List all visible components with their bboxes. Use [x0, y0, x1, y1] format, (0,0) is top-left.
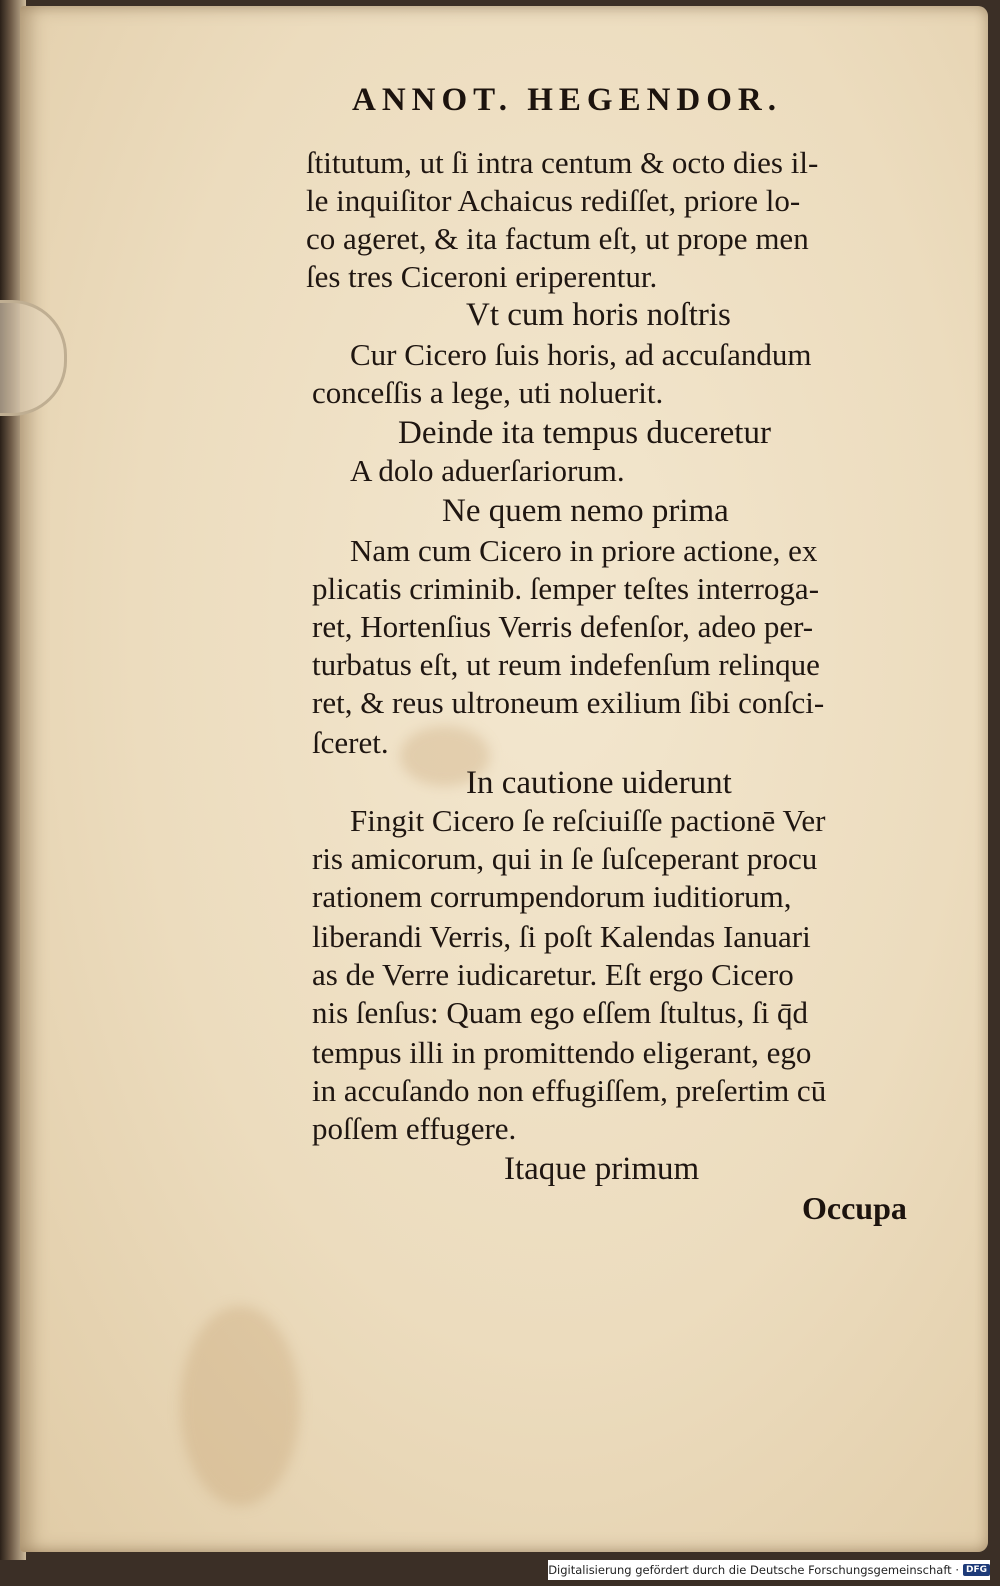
text-line: Vt cum horis noſtris: [466, 297, 731, 333]
text-line: co ageret, & ita factum eſt, ut prope men: [306, 221, 809, 256]
dfg-logo: DFG: [963, 1564, 990, 1576]
text-line: in accuſando non effugiſſem, preſertim cū: [312, 1073, 827, 1108]
text-line: rationem corrumpendorum iuditiorum,: [312, 879, 792, 914]
text-line: Fingit Cicero ſe reſciuiſſe pactionē Ver: [350, 803, 826, 838]
text-line: In cautione uiderunt: [466, 765, 732, 801]
text-line: ret, Hortenſius Verris defenſor, adeo per-: [312, 609, 814, 644]
text-line: as de Verre iudicaretur. Eſt ergo Cicero: [312, 957, 794, 992]
text-line: ſtitutum, ut ſi intra centum & octo dies il-: [306, 145, 819, 180]
text-line: Deinde ita tempus duceretur: [398, 415, 771, 451]
text-line: ſceret.: [312, 725, 389, 760]
text-line: Itaque primum: [504, 1151, 700, 1187]
text-line: tempus illi in promittendo eligerant, ego: [312, 1035, 812, 1070]
catchword: Occupa: [802, 1190, 907, 1226]
text-line: ris amicorum, qui in ſe ſuſceperant procu: [312, 841, 818, 876]
footer-credit: [548, 1560, 990, 1580]
running-head: ANNOT. HEGENDOR.: [352, 82, 782, 118]
text-line: Nam cum Cicero in priore actione, ex: [350, 533, 818, 568]
credit-text: Digitalisierung gefördert durch die Deutsche Forschungsgemeinschaft ·: [548, 1563, 959, 1577]
text-line: conceſſis a lege, uti noluerit.: [312, 375, 664, 410]
text-line: nis ſenſus: Quam ego eſſem ſtultus, ſi q̄d: [312, 995, 808, 1030]
text-line: turbatus eſt, ut reum indefenſum relinque: [312, 647, 820, 682]
page-stain: [180, 1306, 300, 1506]
text-line: A dolo aduerſariorum.: [350, 453, 625, 488]
text-line: poſſem effugere.: [312, 1111, 517, 1146]
text-line: le inquiſitor Achaicus rediſſet, priore lo-: [306, 183, 801, 218]
text-line: Cur Cicero ſuis horis, ad accuſandum: [350, 337, 812, 372]
text-line: liberandi Verris, ſi poſt Kalendas Ianuari: [312, 919, 811, 954]
text-line: ret, & reus ultroneum exilium ſibi conſci-: [312, 685, 825, 720]
text-line: Ne quem nemo prima: [442, 493, 729, 529]
text-line: plicatis criminib. ſemper teſtes interroga-: [312, 571, 820, 606]
text-line: ſes tres Ciceroni eriperentur.: [306, 259, 658, 294]
